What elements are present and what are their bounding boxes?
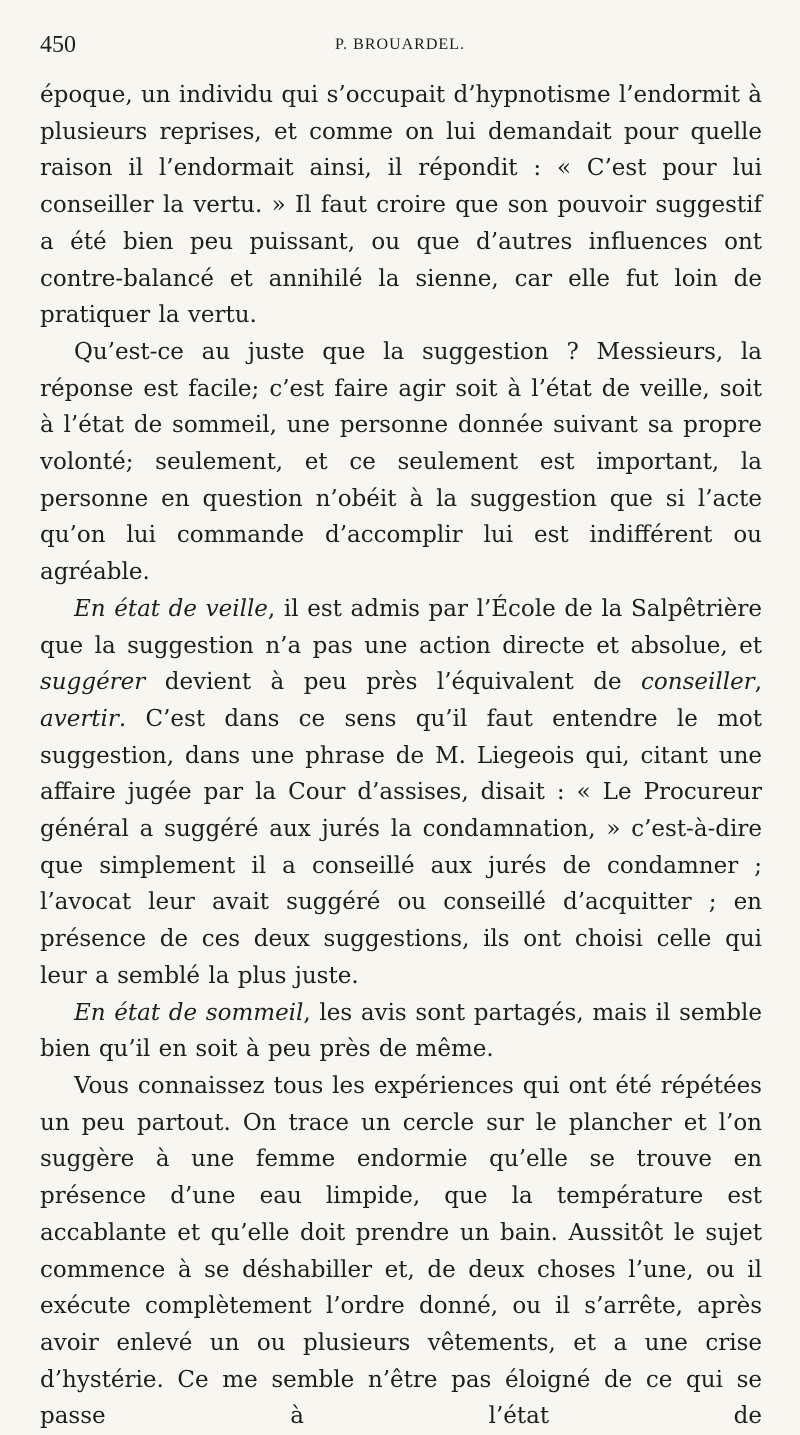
text-run: Vous connaissez tous les expériences qui ont été répétées un peu partout. On trace un cercle sur le plancher et l’on suggère à une femme endormie qu’elle se trouve en présence d’une eau limpide, que la température est accablante et qu’elle doit prendre un bain. Aussitôt le sujet commence à se déshabiller et, de deux choses l’une, ou il exécute complètement l’ordre donné, ou il s’arrête, après avoir enlevé un ou plusieurs vêtements, et a une crise d’hystérie. Ce me semble n’être pas éloigné de ce qui se passe à l’état de bbox=[40, 1072, 762, 1430]
paragraph-3 bbox=[40, 591, 762, 995]
italic-phrase: En état de sommeil bbox=[74, 999, 304, 1026]
paragraph-5 bbox=[40, 1068, 762, 1435]
body-text bbox=[40, 77, 762, 1435]
text-run: , il est admis par l’École de la Salpêtrière que la suggestion n’a pas une action directe et absolue, et bbox=[40, 595, 762, 659]
italic-phrase: suggérer bbox=[40, 669, 146, 696]
text-run: , bbox=[754, 669, 762, 696]
text-run: . C’est dans ce sens qu’il faut entendre le mot suggestion, dans une phrase de M. Liegeois qui, citant une affaire jugée par la Cour d’assises, disait : « Le Procureur général a suggéré aux jurés la condamnation, » c’est-à-dire que simplement il a conseillé aux jurés de condamner ; l’avocat leur avait suggéré ou conseillé d’acquitter ; en présence de ces deux suggestions, ils ont choisi celle qui leur a semblé la plus juste. bbox=[40, 705, 762, 989]
running-title: P. BROUARDEL. bbox=[335, 36, 465, 53]
text-run: Qu’est-ce au juste que la suggestion ? Messieurs, la réponse est facile; c’est faire agir soit à l’état de veille, soit à l’état de sommeil, une personne donnée suivant sa propre volonté; seulement, et ce seulement est important, la personne en question n’obéit à la suggestion que si l’acte qu’on lui commande d’accomplir lui est indifférent ou agréable. bbox=[40, 338, 762, 586]
text-run: époque, un individu qui s’occupait d’hypnotisme l’endormit à plusieurs reprises, et comme on lui demandait pour quelle raison il l’endormait ainsi, il répondit : « C’est pour lui conseiller la vertu. » Il faut croire que son pouvoir suggestif a été bien peu puissant, ou que d’autres influences ont contre-balancé et annihilé la sienne, car elle fut loin de pratiquer la vertu. bbox=[40, 82, 762, 329]
paragraph-1 bbox=[40, 77, 762, 334]
page-number: 450 bbox=[40, 32, 76, 58]
italic-phrase: En état de veille bbox=[74, 595, 268, 622]
italic-phrase: conseiller bbox=[641, 669, 755, 696]
running-head bbox=[40, 30, 760, 64]
paragraph-4 bbox=[40, 995, 762, 1068]
text-run: , les avis sont partagés, mais il semble bien qu’il en soit à peu près de même. bbox=[40, 999, 762, 1063]
paragraph-2 bbox=[40, 334, 762, 591]
italic-phrase: avertir bbox=[40, 705, 119, 732]
text-run: devient à peu près l’équivalent de bbox=[145, 669, 642, 696]
